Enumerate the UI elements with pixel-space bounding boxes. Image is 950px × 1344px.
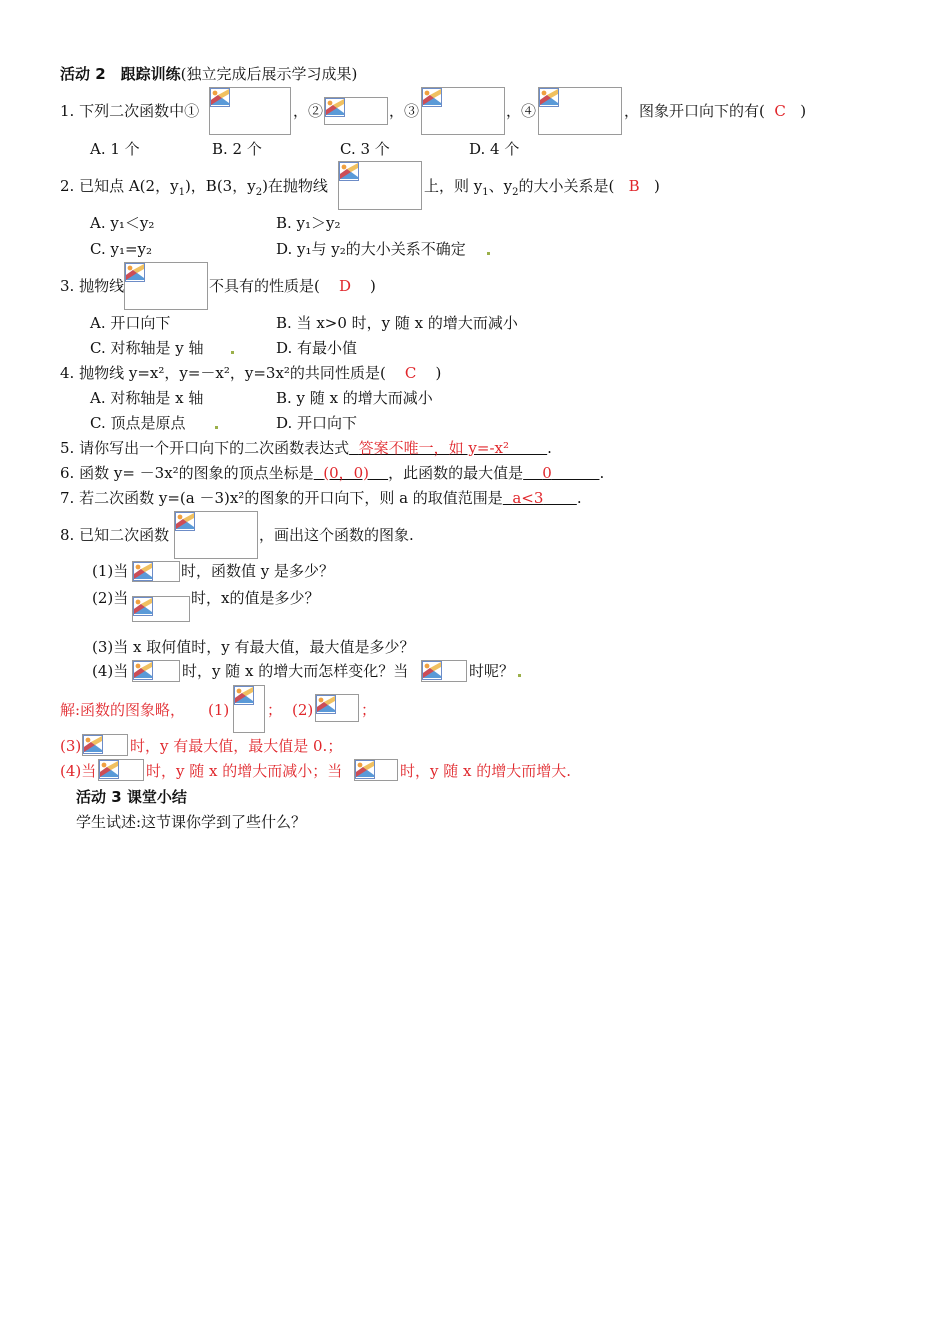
broken-image-icon <box>83 735 103 754</box>
formula-image-q8 <box>174 511 258 559</box>
q2-question-end <box>424 176 660 196</box>
q6-question <box>60 463 604 483</box>
formula-image-sol-4b <box>354 759 398 781</box>
broken-image-icon <box>99 760 119 779</box>
q3-option-a: A. 开口向下 <box>90 314 171 332</box>
formula-image-sol-2 <box>315 694 359 722</box>
formula-image-q8-2 <box>132 596 190 622</box>
q1-option-d: D. 4 个 <box>469 140 520 158</box>
q4-option-d: D. 开口向下 <box>276 414 358 432</box>
formula-image-q1-4 <box>538 87 622 135</box>
q3-suffix: 不具有的性质是( <box>209 277 320 295</box>
q3-option-c: C. 对称轴是 y 轴 <box>90 339 204 357</box>
q2-text-c: )在抛物线 <box>262 177 328 195</box>
activity3-title: 活动 3 课堂小结 <box>76 788 187 806</box>
broken-image-icon <box>210 88 230 107</box>
q2-close: ) <box>654 177 660 195</box>
solution-line2-a: (3) <box>60 737 82 755</box>
activity2-subtitle: (独立完成后展示学习成果) <box>180 65 358 83</box>
q8-sub1-prefix: (1)当 <box>92 562 129 580</box>
q4-option-a: A. 对称轴是 x 轴 <box>90 389 204 407</box>
broken-image-icon <box>133 562 153 581</box>
q1-option-b: B. 2 个 <box>212 140 262 158</box>
q4-text: 4. 抛物线 y=x²，y=－x²，y=3x²的共同性质是( <box>60 364 386 382</box>
q2-text-f: 的大小关系是( <box>518 177 615 195</box>
q7-question <box>60 488 582 508</box>
mark-dot <box>231 351 234 354</box>
q1-option-c: C. 3 个 <box>340 140 390 158</box>
q3-option-b: B. 当 x>0 时，y 随 x 的增大而减小 <box>276 314 518 332</box>
q2-option-d: D. y₁与 y₂的大小关系不确定 <box>276 240 466 258</box>
q7-text: 7. 若二次函数 y=(a －3)x²的图象的开口向下，则 a 的取值范围是 <box>60 489 503 507</box>
q5-answer: 答案不唯一，如 y=-x² <box>358 439 509 457</box>
q2-answer: B <box>628 177 640 195</box>
formula-image-q8-4b <box>421 660 467 682</box>
q4-question <box>60 363 441 383</box>
solution-line3-c: 时，y 随 x 的增大而增大. <box>400 762 572 780</box>
q1-answer: C <box>774 102 786 120</box>
q4-option-c: C. 顶点是原点 <box>90 414 186 432</box>
q4-answer: C <box>404 364 417 382</box>
formula-image-q8-1 <box>132 561 180 582</box>
broken-image-icon <box>355 760 375 779</box>
broken-image-icon <box>234 686 254 705</box>
q1-sep2: ，② <box>293 102 324 120</box>
formula-image-q3 <box>124 262 208 310</box>
q3-close: ) <box>370 277 376 295</box>
formula-image-q1-1 <box>209 87 291 135</box>
q3-prefix: 3. 抛物线 <box>60 277 125 295</box>
solution-line1-d: (2) <box>292 701 314 719</box>
q8-sub4-prefix: (4)当 <box>92 662 129 680</box>
mark-dot <box>215 426 218 429</box>
q2-sub3: 1 <box>482 187 489 198</box>
solution-line1-a: 解:函数的图象略， <box>60 701 186 719</box>
q2-sub4: 2 <box>512 187 519 198</box>
broken-image-icon <box>175 512 195 531</box>
broken-image-icon <box>125 263 145 282</box>
solution-line1-e: ； <box>361 701 377 719</box>
formula-image-q8-4a <box>132 660 180 682</box>
q4-option-b: B. y 随 x 的增大而减小 <box>276 389 433 407</box>
q5-text: 5. 请你写出一个开口向下的二次函数表达式 <box>60 439 350 457</box>
q2-sub1: 1 <box>178 187 185 198</box>
q2-sub2: 2 <box>255 187 263 198</box>
q3-option-d: D. 有最小值 <box>276 339 358 357</box>
q8-sub2-suffix: 时，x的值是多少？ <box>191 589 320 607</box>
q6-answer-max: 0 <box>542 464 552 482</box>
broken-image-icon <box>133 597 153 616</box>
formula-image-sol-3 <box>82 734 128 756</box>
q2-option-c: C. y₁=y₂ <box>90 240 153 258</box>
q1-suffix: ，图象开口向下的有( <box>624 102 765 120</box>
q1-sep4: ，④ <box>506 102 537 120</box>
q2-option-b: B. y₁＞y₂ <box>276 214 341 232</box>
mark-dot <box>487 252 490 255</box>
q8-sub3: (3)当 x 取何值时，y 有最大值，最大值是多少？ <box>92 638 415 656</box>
activity2-heading <box>60 64 357 84</box>
broken-image-icon <box>316 695 336 714</box>
q8-sub2-prefix: (2)当 <box>92 589 129 607</box>
q6-text: 6. 函数 y= －3x²的图象的顶点坐标是 <box>60 464 314 482</box>
mark-dot <box>518 674 521 677</box>
q8-prefix: 8. 已知二次函数 <box>60 526 170 544</box>
q2-text-b: )，B(3，y <box>184 177 256 195</box>
q2-prefix <box>60 176 328 196</box>
q2-option-a: A. y₁＜y₂ <box>90 214 155 232</box>
broken-image-icon <box>325 98 345 117</box>
q8-sub4-suffix: 时呢？ <box>469 662 515 680</box>
q7-end: . <box>576 489 582 507</box>
q8-sub4-mid: 时，y 随 x 的增大而怎样变化？当 <box>182 662 409 680</box>
solution-line3-a: (4)当 <box>60 762 97 780</box>
q2-text-a: 2. 已知点 A(2，y <box>60 177 179 195</box>
q4-close: ) <box>435 364 442 382</box>
q1-prefix: 1. 下列二次函数中① <box>60 102 200 120</box>
formula-image-q1-2 <box>324 97 388 125</box>
q1-option-a: A. 1 个 <box>90 140 140 158</box>
broken-image-icon <box>133 661 153 680</box>
q1-close: ) <box>800 102 807 120</box>
solution-line3-b: 时，y 随 x 的增大而减小；当 <box>146 762 343 780</box>
activity2-title: 活动 2 跟踪训练 <box>60 65 181 83</box>
broken-image-icon <box>422 88 442 107</box>
formula-image-q2 <box>338 161 422 210</box>
formula-image-sol-1 <box>233 685 265 733</box>
q1-question-end <box>624 101 806 121</box>
q2-text-d: 上，则 y <box>424 177 483 195</box>
q6-end: . <box>599 464 605 482</box>
formula-image-sol-4a <box>98 759 144 781</box>
q6-mid: ，此函数的最大值是 <box>388 464 524 482</box>
q3-question-end <box>209 276 376 296</box>
activity3-text: 学生试述:这节课你学到了些什么？ <box>76 813 307 831</box>
q3-answer: D <box>338 277 351 295</box>
q1-sep3: ，③ <box>389 102 420 120</box>
broken-image-icon <box>339 162 359 181</box>
q8-suffix: ，画出这个函数的图象. <box>259 526 414 544</box>
solution-line1-b: (1) <box>208 701 230 719</box>
q6-answer-vertex: (0，0) <box>323 464 370 482</box>
broken-image-icon <box>422 661 442 680</box>
q8-sub1-suffix: 时，函数值 y 是多少？ <box>181 562 335 580</box>
formula-image-q1-3 <box>421 87 505 135</box>
solution-line2-b: 时，y 有最大值，最大值是 0.； <box>130 737 343 755</box>
broken-image-icon <box>539 88 559 107</box>
q7-answer: a<3 <box>512 489 544 507</box>
q5-question <box>60 438 552 458</box>
q2-text-e: 、y <box>488 177 513 195</box>
q5-end: . <box>547 439 552 457</box>
solution-line1-c: ； <box>267 701 283 719</box>
